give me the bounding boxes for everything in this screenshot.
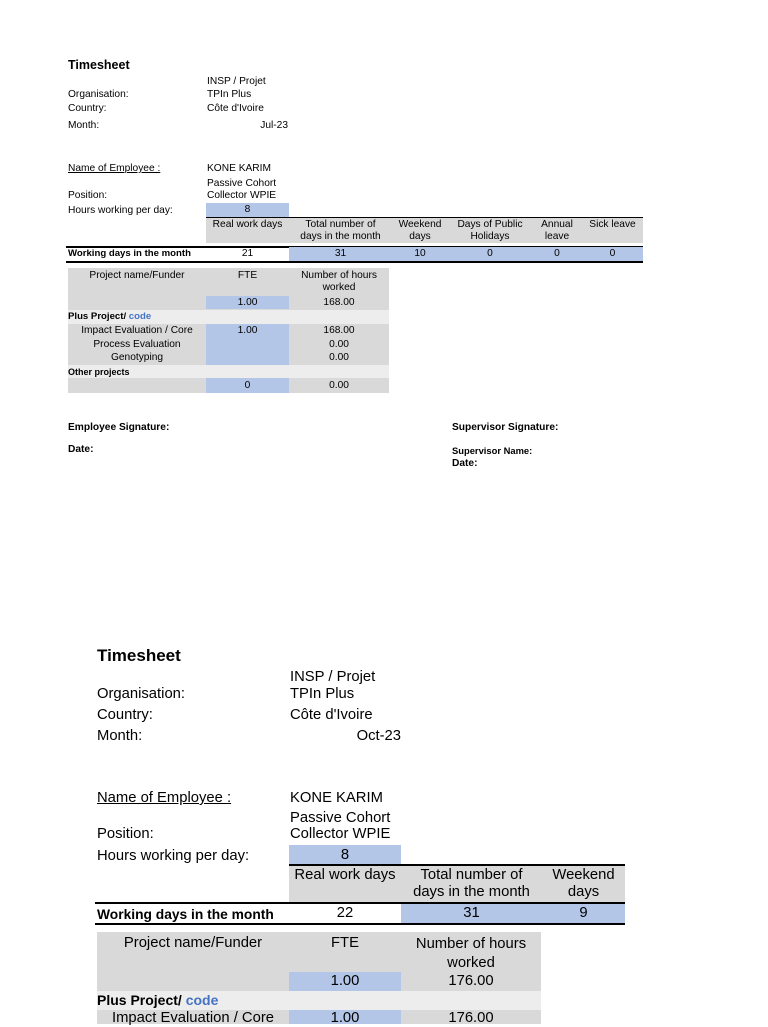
hours-per-day-label: Hours working per day: — [68, 205, 173, 216]
position-label: Position: — [68, 190, 108, 201]
project-name: Process Evaluation — [93, 339, 181, 350]
project-name: Impact Evaluation / Core — [111, 1010, 275, 1026]
country-value: Côte d'Ivoire — [207, 103, 264, 114]
hours-per-day-value: 8 — [206, 203, 289, 217]
other-projects-heading: Other projects — [68, 367, 130, 377]
header-weekend-days: Weekend days — [398, 219, 442, 242]
country-label: Country: — [68, 103, 107, 114]
position-value-line1: Passive Cohort — [290, 810, 391, 826]
project-hours: 0.00 — [329, 352, 349, 363]
employee-name-value: KONE KARIM — [290, 790, 383, 806]
working-days-real: 22 — [336, 905, 354, 921]
organisation-value-line1: INSP / Projet — [290, 669, 376, 685]
working-days-annual: 0 — [554, 248, 560, 259]
employee-name-label: Name of Employee : — [97, 790, 232, 806]
date-label: Date: — [68, 444, 94, 455]
project-hours: 176.00 — [448, 1010, 494, 1026]
project-name: Impact Evaluation / Core — [81, 325, 193, 336]
position-value-line1: Passive Cohort — [207, 178, 277, 189]
employee-name-label: Name of Employee : — [68, 163, 161, 174]
header-public-holidays: Days of Public Holidays — [457, 219, 523, 242]
header-sick-leave: Sick leave — [589, 219, 636, 230]
hours-per-day-value: 8 — [289, 845, 401, 865]
working-days-total: 31 — [463, 905, 480, 921]
header-weekend-days: Weekend days — [552, 867, 615, 900]
organisation-value-line1: INSP / Projet — [207, 76, 266, 87]
fte-header: FTE — [331, 935, 359, 951]
row-bottom-rule — [66, 261, 643, 263]
position-label: Position: — [97, 826, 154, 842]
row-bottom-rule — [95, 923, 625, 925]
employee-signature-label: Employee Signature: — [68, 422, 170, 433]
sheet-title: Timesheet — [97, 646, 181, 665]
total-hours: 168.00 — [323, 297, 355, 308]
sheet-title: Timesheet — [68, 58, 130, 72]
header-total-days: Total number of days in the month — [300, 219, 381, 242]
working-days-holidays: 0 — [487, 248, 493, 259]
total-fte: 1.00 — [289, 972, 401, 991]
position-value-line2: Collector WPIE — [207, 190, 277, 201]
hours-worked-header: Number of hours worked — [415, 936, 527, 971]
project-fte: 1.00 — [330, 1010, 360, 1026]
working-days-label: Working days in the month — [97, 907, 274, 922]
country-value: Côte d'Ivoire — [290, 707, 373, 723]
position-value-line2: Collector WPIE — [290, 826, 391, 842]
project-hours: 0.00 — [329, 339, 349, 350]
working-days-sick: 0 — [609, 248, 616, 259]
other-fte: 0 — [206, 378, 289, 393]
organisation-label: Organisation: — [68, 89, 129, 100]
plus-project-heading: Plus Project/ code — [68, 311, 152, 322]
other-hours: 0.00 — [329, 380, 349, 391]
supervisor-date-label: Date: — [452, 458, 478, 469]
total-hours: 176.00 — [448, 973, 494, 989]
working-days-weekend: 10 — [414, 248, 426, 259]
month-label: Month: — [68, 120, 100, 131]
month-value: Oct-23 — [356, 728, 401, 744]
project-name: Genotyping — [110, 352, 164, 363]
project-fte: 1.00 — [237, 325, 258, 336]
working-days-weekend: 9 — [579, 905, 588, 921]
hours-per-day-label: Hours working per day: — [97, 848, 250, 864]
month-value: Jul-23 — [260, 120, 288, 131]
organisation-value-line2: TPIn Plus — [290, 686, 355, 702]
code-link[interactable]: code — [128, 311, 152, 322]
working-days-label: Working days in the month — [68, 248, 191, 259]
supervisor-signature-label: Supervisor Signature: — [452, 422, 559, 433]
country-label: Country: — [97, 707, 153, 723]
code-link[interactable]: code — [185, 992, 219, 1008]
month-label: Month: — [97, 728, 143, 744]
header-real-work-days: Real work days — [294, 867, 396, 883]
header-total-days: Total number of days in the month — [413, 867, 530, 900]
header-real-work-days: Real work days — [212, 219, 283, 230]
hours-worked-header: Number of hours worked — [301, 270, 377, 293]
fte-header: FTE — [237, 270, 258, 281]
employee-name-value: KONE KARIM — [207, 163, 271, 174]
header-annual-leave: Annual leave — [541, 219, 573, 242]
project-hours: 168.00 — [323, 325, 355, 336]
organisation-label: Organisation: — [97, 686, 186, 702]
working-days-real: 21 — [241, 248, 254, 259]
working-days-total: 31 — [334, 248, 347, 259]
project-name-header: Project name/Funder — [123, 935, 263, 951]
total-fte: 1.00 — [206, 296, 289, 309]
supervisor-name-label: Supervisor Name: — [452, 445, 533, 456]
plus-project-heading: Plus Project/ code — [97, 992, 219, 1008]
organisation-value-line2: TPIn Plus — [207, 89, 252, 100]
project-name-header: Project name/Funder — [89, 270, 185, 281]
